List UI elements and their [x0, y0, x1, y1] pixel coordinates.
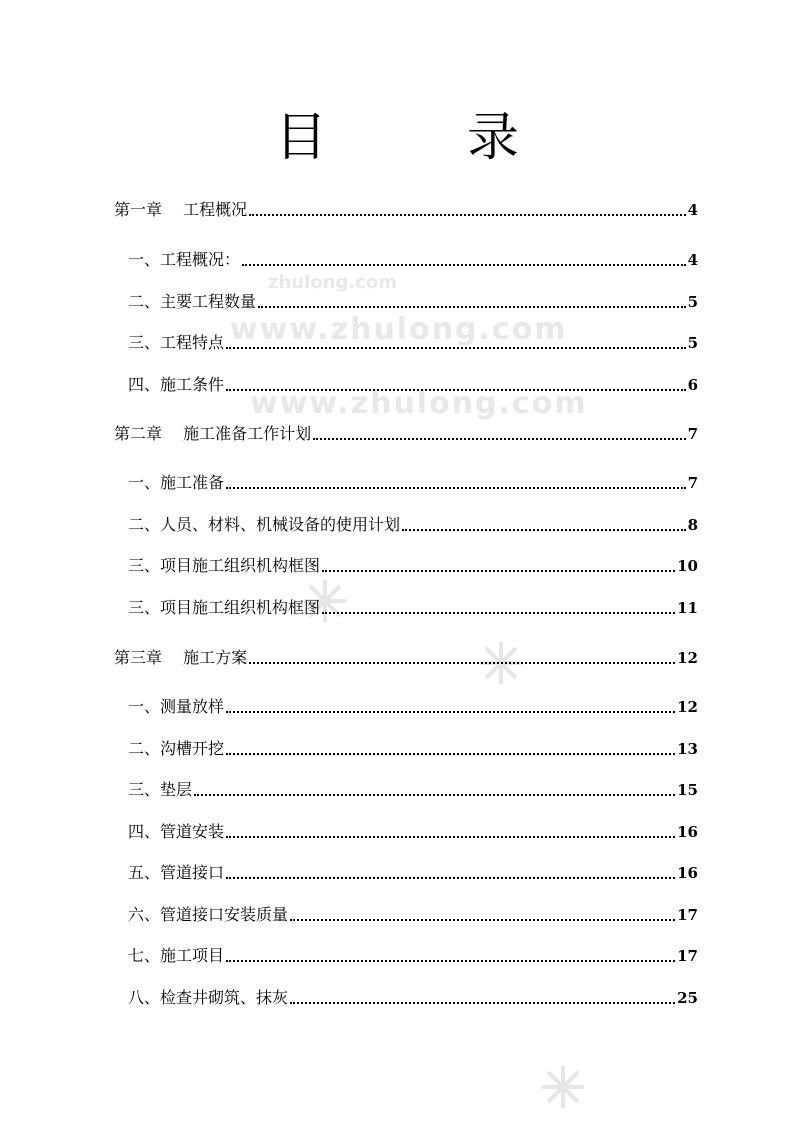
toc-entry-label: 第二章 施工准备工作计划	[114, 424, 312, 443]
toc-entry-label: 二、主要工程数量	[128, 292, 257, 311]
toc-entry-label: 七、施工项目	[128, 946, 225, 965]
toc-page-number: 5	[687, 334, 698, 352]
toc-leader-dots	[249, 214, 685, 216]
toc-leader-dots	[226, 711, 675, 713]
toc-page-number: 17	[677, 906, 698, 924]
snowflake-watermark-icon	[540, 1064, 586, 1110]
toc-leader-dots	[226, 960, 675, 962]
toc-leader-dots	[402, 529, 686, 531]
toc-leader-dots	[226, 487, 686, 489]
toc-chapter-entry[interactable]	[114, 646, 698, 668]
toc-section-entry[interactable]	[128, 331, 698, 353]
toc-entry-label: 五、管道接口	[128, 863, 225, 882]
toc-page-number: 8	[687, 516, 698, 534]
toc-leader-dots	[322, 570, 675, 572]
toc-leader-dots	[226, 836, 675, 838]
toc-entry-label: 四、施工条件	[128, 375, 225, 394]
toc-page-number: 16	[677, 823, 698, 841]
page-title: 目 录	[274, 108, 563, 168]
toc-leader-dots	[290, 919, 675, 921]
toc-page-number: 17	[677, 947, 698, 965]
toc-page-number: 12	[677, 698, 698, 716]
toc-section-entry[interactable]	[128, 471, 698, 493]
toc-leader-dots	[242, 264, 686, 266]
toc-entry-label: 一、工程概况：	[128, 250, 241, 269]
toc-page-number: 4	[687, 251, 698, 269]
toc-entry-label: 第一章 工程概况	[114, 200, 248, 219]
watermark-text: zhulong.com	[268, 272, 397, 293]
toc-entry-label: 三、工程特点	[128, 333, 225, 352]
toc-leader-dots	[313, 438, 685, 440]
toc-leader-dots	[226, 753, 675, 755]
toc-section-entry[interactable]	[128, 861, 698, 883]
toc-page-number: 15	[677, 781, 698, 799]
toc-section-entry[interactable]	[128, 248, 698, 270]
toc-page-number: 25	[677, 989, 698, 1007]
toc-section-entry[interactable]	[128, 820, 698, 842]
toc-section-entry[interactable]	[128, 373, 698, 395]
toc-page-number: 13	[677, 740, 698, 758]
toc-section-entry[interactable]	[128, 695, 698, 717]
watermark-text: www.zhulong.com	[250, 386, 588, 421]
toc-leader-dots	[249, 662, 675, 664]
toc-leader-dots	[258, 306, 686, 308]
toc-page-number: 10	[677, 557, 698, 575]
toc-entry-label: 二、人员、材料、机械设备的使用计划	[128, 515, 401, 534]
toc-entry-label: 八、检查井砌筑、抹灰	[128, 988, 289, 1007]
toc-section-entry[interactable]	[128, 944, 698, 966]
toc-entry-label: 三、项目施工组织机构框图	[128, 556, 321, 575]
toc-page-number: 4	[687, 201, 698, 219]
toc-page-number: 7	[687, 425, 698, 443]
toc-page-number: 7	[687, 474, 698, 492]
toc-leader-dots	[194, 794, 675, 796]
toc-page-number: 16	[677, 864, 698, 882]
toc-leader-dots	[226, 877, 675, 879]
toc-section-entry[interactable]	[128, 986, 698, 1008]
watermark-text: www.zhulong.com	[230, 312, 568, 347]
toc-leader-dots	[226, 347, 686, 349]
toc-entry-label: 三、项目施工组织机构框图	[128, 598, 321, 617]
toc-entry-label: 第三章 施工方案	[114, 648, 248, 667]
toc-section-entry[interactable]	[128, 778, 698, 800]
toc-entry-label: 二、沟槽开挖	[128, 739, 225, 758]
toc-section-entry[interactable]	[128, 737, 698, 759]
toc-section-entry[interactable]	[128, 596, 698, 618]
toc-chapter-entry[interactable]	[114, 198, 698, 220]
toc-section-entry[interactable]	[128, 513, 698, 535]
toc-page-number: 11	[677, 599, 698, 617]
toc-leader-dots	[290, 1002, 675, 1004]
toc-section-entry[interactable]	[128, 554, 698, 576]
toc-page-number: 12	[677, 649, 698, 667]
toc-entry-label: 六、管道接口安装质量	[128, 905, 289, 924]
toc-entry-label: 一、施工准备	[128, 473, 225, 492]
toc-page-number: 6	[687, 376, 698, 394]
toc-leader-dots	[226, 389, 686, 391]
toc-entry-label: 一、测量放样	[128, 697, 225, 716]
toc-entry-label: 四、管道安装	[128, 822, 225, 841]
toc-leader-dots	[322, 612, 675, 614]
toc-section-entry[interactable]	[128, 290, 698, 312]
toc-chapter-entry[interactable]	[114, 422, 698, 444]
toc-section-entry[interactable]	[128, 903, 698, 925]
toc-page-number: 5	[687, 293, 698, 311]
toc-entry-label: 三、垫层	[128, 780, 193, 799]
